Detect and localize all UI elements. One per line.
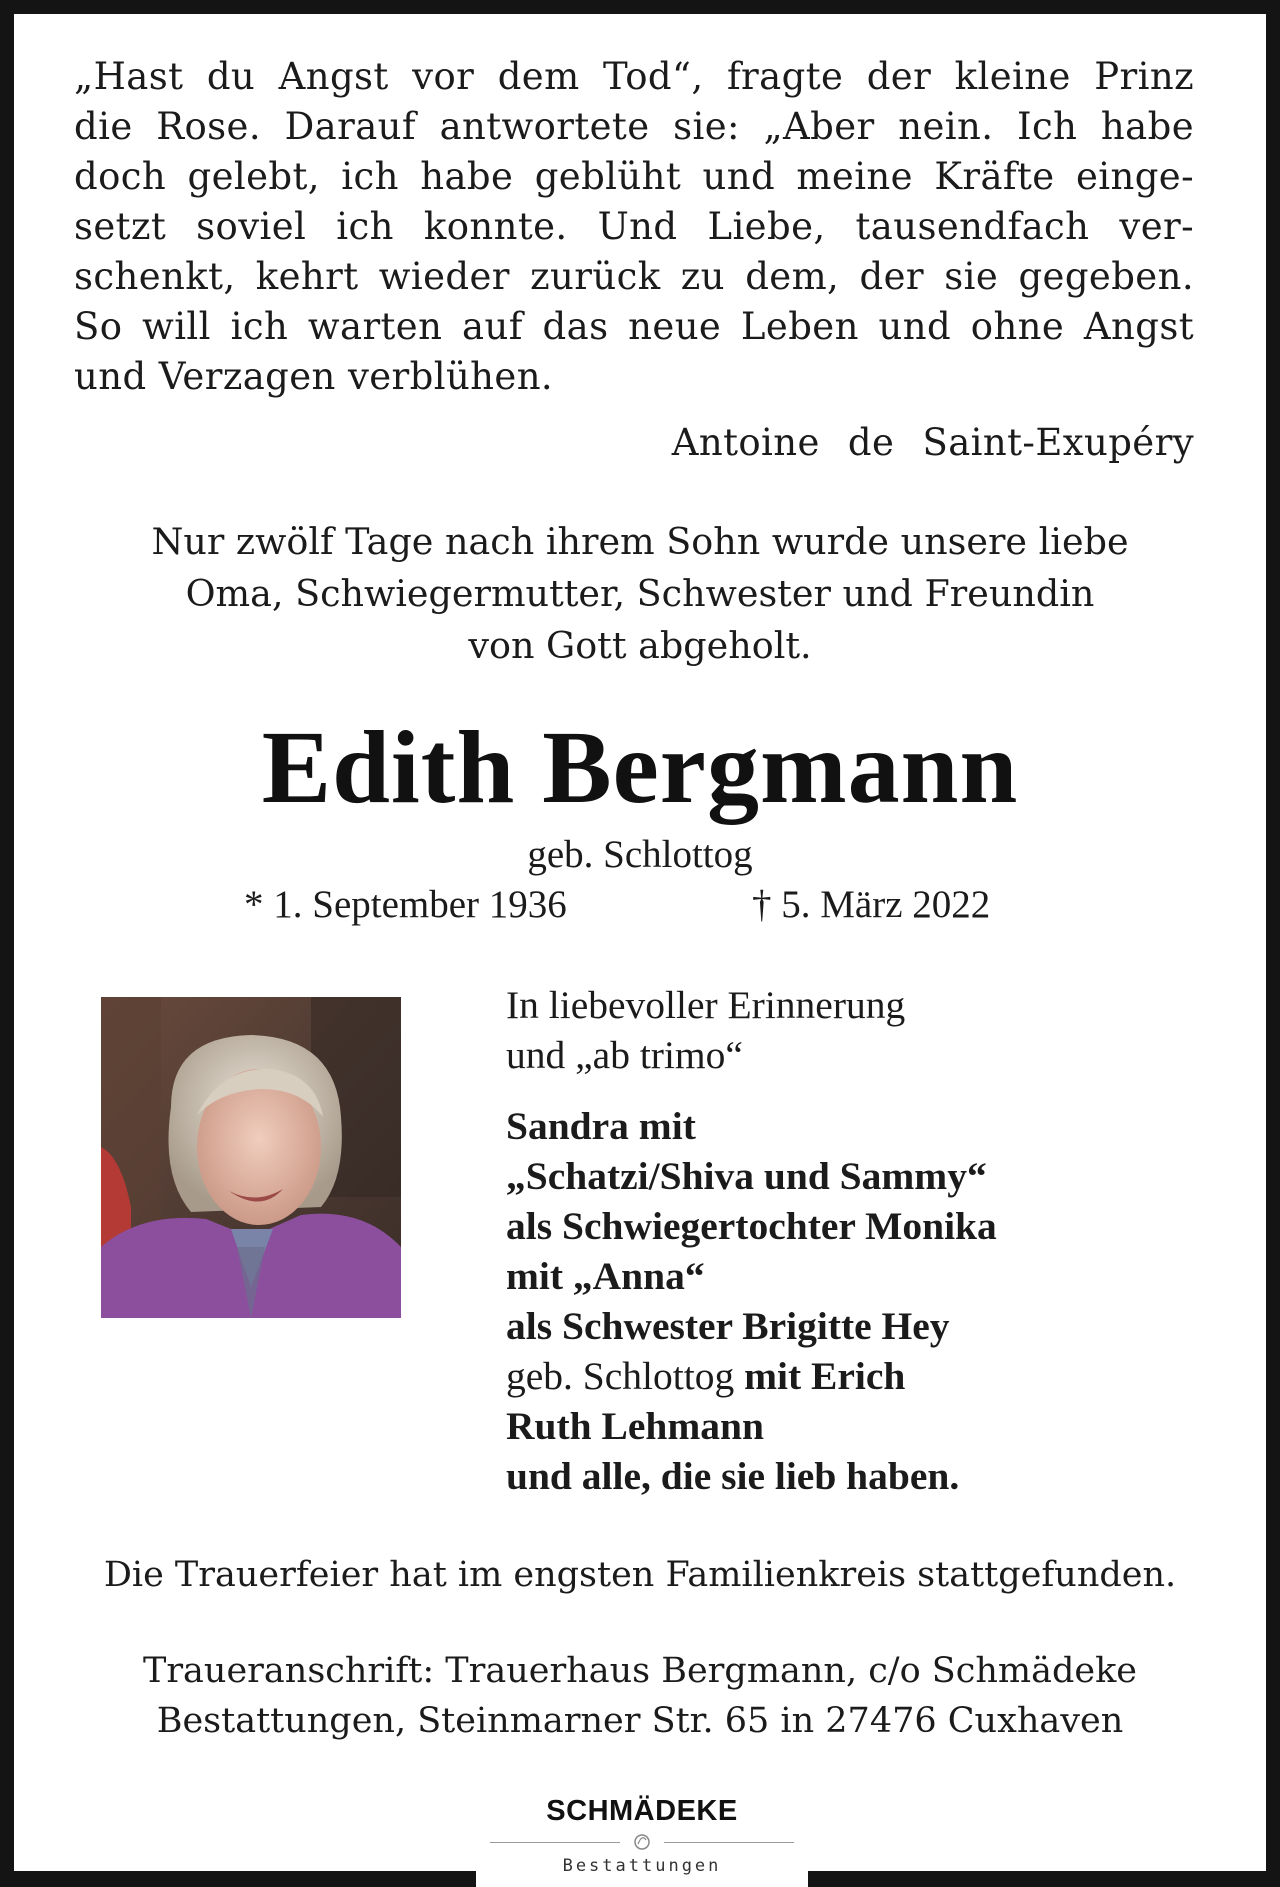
mourning-address (0, 1646, 1280, 1746)
intro-line: Oma, Schwiegermutter, Schwester und Freundin (185, 572, 1095, 615)
quote-line: So will ich warten auf das neue Leben und ohne Angst (74, 305, 1194, 348)
quote-line: setzt soviel ich konnte. Und Liebe, tausendfach ver- (74, 205, 1194, 248)
mourner-partner: mit Erich (744, 1354, 906, 1398)
deceased-name: Edith Bergmann (261, 710, 1019, 825)
maiden-name: geb. Schlottog (527, 833, 753, 876)
quote-line: doch gelebt, ich habe geblüht und meine Kräfte einge- (74, 155, 1194, 198)
mourners-intro-line: In liebevoller Erinnerung (506, 983, 906, 1027)
mourner-line (506, 1351, 1226, 1401)
mourner-line: als Schwester Brigitte Hey (506, 1304, 950, 1348)
mourner-line: als Schwiegertochter Monika (506, 1204, 997, 1248)
logo-subtitle: Bestattungen (562, 1856, 722, 1876)
death-date: † 5. März 2022 (752, 883, 991, 926)
mourner-line: Ruth Lehmann (506, 1404, 764, 1448)
quote-line: „Hast du Angst vor dem Tod“, fragte der kleine Prinz (74, 55, 1194, 98)
quote-line: die Rose. Darauf antwortete sie: „Aber nein. Ich habe (74, 105, 1194, 148)
funeral-home-logo (476, 1790, 808, 1887)
mourner-line: und alle, die sie lieb haben. (506, 1454, 960, 1498)
address-line: Traueranschrift: Trauerhaus Bergmann, c/o Schmädeke (142, 1651, 1138, 1691)
mourners-block (506, 980, 1226, 1501)
logo-name: SCHMÄDEKE (546, 1795, 738, 1827)
address-line: Bestattungen, Steinmarner Str. 65 in 27476 Cuxhaven (156, 1701, 1124, 1741)
leaf-icon (626, 1830, 658, 1854)
intro-line: Nur zwölf Tage nach ihrem Sohn wurde unsere liebe (151, 520, 1129, 563)
intro-text (0, 516, 1280, 672)
ceremony-note: Die Trauerfeier hat im engsten Familienkreis stattgefunden. (103, 1555, 1177, 1595)
quote-block (74, 52, 1194, 402)
mourner-line: Sandra mit (506, 1104, 696, 1148)
mourner-line: mit „Anna“ (506, 1254, 705, 1298)
mourner-maiden-name: geb. Schlottog (506, 1354, 735, 1398)
portrait-photo (101, 997, 401, 1318)
logo-rule (490, 1842, 620, 1843)
intro-line: von Gott abgeholt. (468, 624, 812, 667)
quote-author: Antoine de Saint-Exupéry (671, 421, 1194, 464)
logo-rule (664, 1842, 794, 1843)
mourners-intro-line: und „ab trimo“ (506, 1033, 743, 1077)
quote-line: schenkt, kehrt wieder zurück zu dem, der sie gegeben. (74, 255, 1194, 298)
quote-line: und Verzagen verblühen. (74, 355, 554, 398)
birth-date: * 1. September 1936 (244, 883, 567, 926)
mourner-line: „Schatzi/Shiva und Sammy“ (506, 1154, 987, 1198)
